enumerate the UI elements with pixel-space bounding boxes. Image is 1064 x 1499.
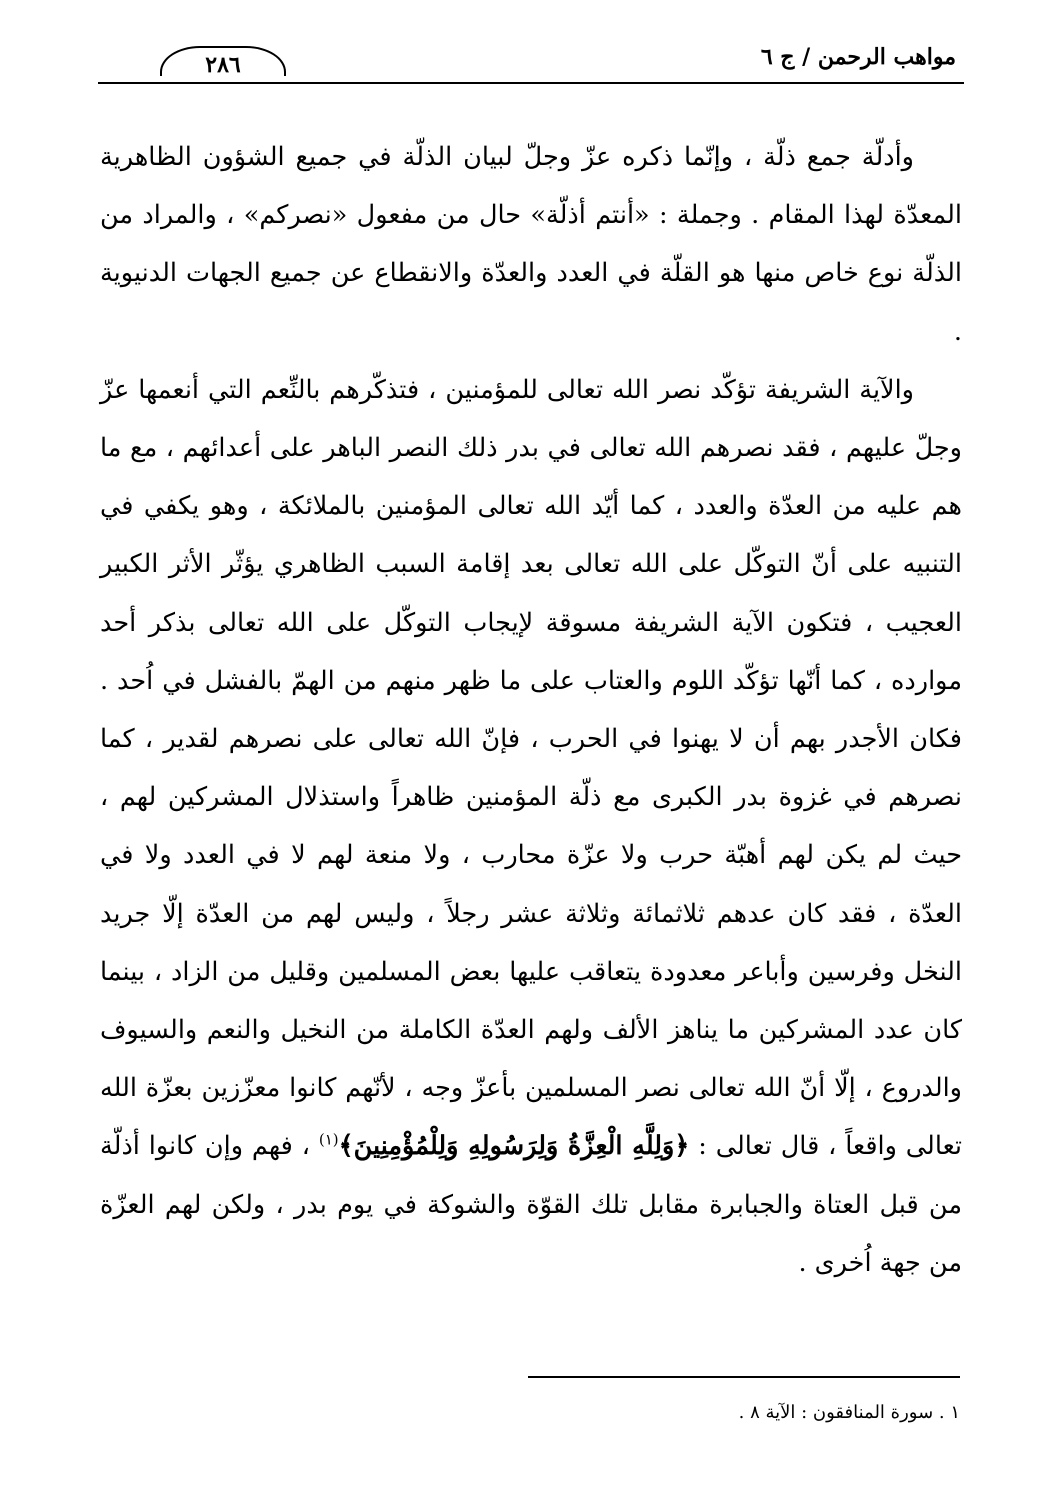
quran-quote: ﴿وَلِلَّهِ الْعِزَّةُ وَلِرَسُولِهِ وَلِلْمُؤْمِنِينَ﴾ [338,1131,690,1162]
footnote-separator [528,1376,960,1378]
page-header [98,42,964,84]
paragraph-2-text: والآية الشريفة تؤكّد نصر الله تعالى للمؤمنين ، فتذكّرهم بالنِّعم التي أنعمها عزّ وجلّ عليهم ، فقد نصرهم الله تعالى في بدر ذلك النصر الباهر على أعدائهم ، مع ما هم عليه من العدّة والعدد ، كما أيّد الله تعالى المؤمنين بالملائكة ، وهو يكفي في التنبيه على أنّ التوكّل على الله تعالى بعد إقامة السبب الظاهري يؤثّر الأثر الكبير العجيب ، فتكون الآية الشريفة مسوقة لإيجاب التوكّل على الله تعالى بذكر أحد موارده ، كما أنّها تؤكّد اللوم والعتاب على ما ظهر منهم من الهمّ بالفشل في اُحد . فكان الأجدر بهم أن لا يهنوا في الحرب ، فإنّ الله تعالى على نصرهم لقدير ، كما نصرهم في غزوة بدر الكبرى مع ذلّة المؤمنين ظاهراً واستذلال المشركين لهم ، حيث لم يكن لهم أهبّة حرب ولا عزّة محارب ، ولا منعة لهم لا في العدد ولا في العدّة ، فقد كان عدهم ثلاثمائة وثلاثة عشر رجلاً ، وليس لهم من العدّة إلّا جريد النخل وفرسين وأباعر معدودة يتعاقب عليها بعض المسلمين وقليل من الزاد ، بينما كان عدد المشركين ما يناهز الألف ولهم العدّة الكاملة من النخيل والنعم والسيوف والدروع ، إلّا أنّ الله تعالى نصر المسلمين بأعزّ وجه ، لأنّهم كانوا معزّزين بعزّة الله تعالى واقعاً ، قال تعالى : [100,374,963,1162]
paragraph-1: وأدلّة جمع ذلّة ، وإنّما ذكره عزّ وجلّ لبيان الذلّة في جميع الشؤون الظاهرية المعدّة لهذا المقام . وجملة : «أنتم أذلّة» حال من مفعول «نصركم» ، والمراد من الذلّة نوع خاص منها هو القلّة في العدد والعدّة والانقطاع عن جميع الجهات الدنيوية . [100,142,962,347]
running-title: مواهب الرحمن / ج ٦ [760,44,956,70]
paragraph-2-ending: ، فهم وإن كانوا أذلّة من قبل العتاة والجبابرة مقابل تلك القوّة والشوكة في يوم بدر ، ولكن لهم العزّة من جهة اُخرى . [100,1131,962,1278]
page-number: ٢٨٦ [160,46,286,76]
paragraph-2 [100,361,962,1292]
body-text [100,128,962,1292]
header-rule [98,82,964,84]
footnote-1: ١ . سورة المنافقون : الآية ٨ . [738,1402,960,1423]
footnote-reference: (١) [318,1130,339,1149]
